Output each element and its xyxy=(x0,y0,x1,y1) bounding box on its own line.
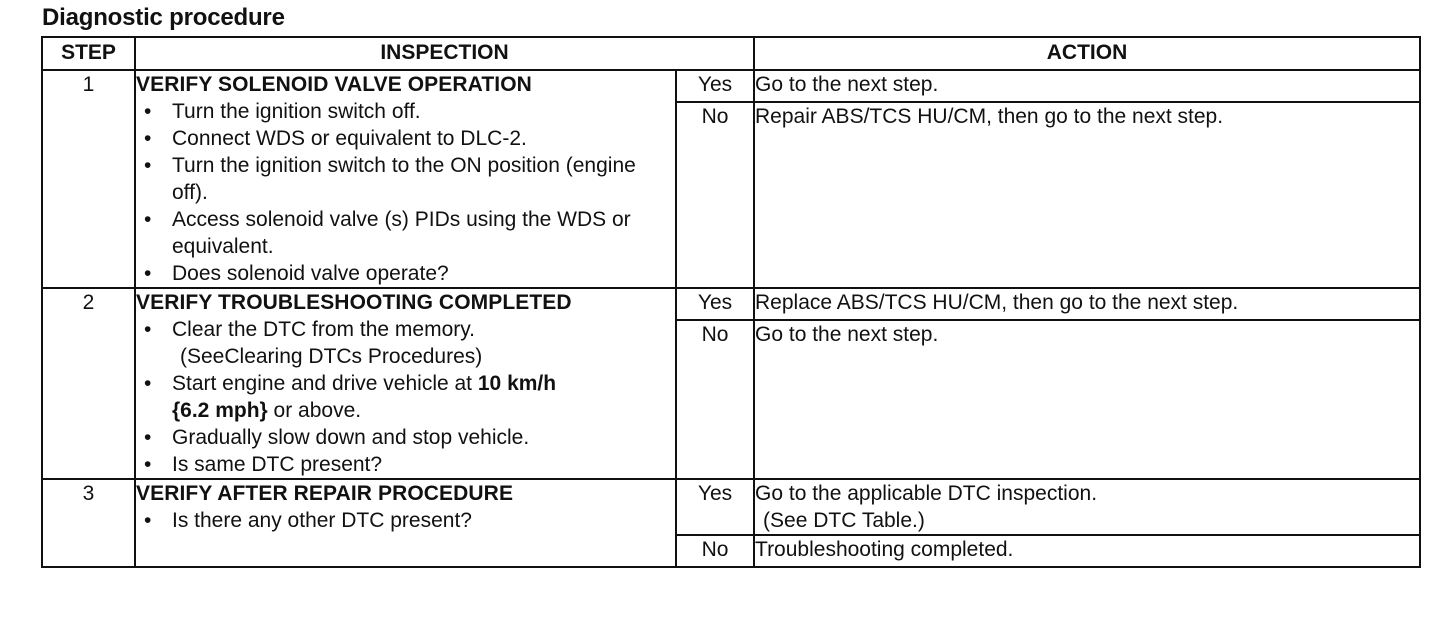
step-3-title: VERIFY AFTER REPAIR PROCEDURE xyxy=(136,482,514,505)
table-header-row xyxy=(42,37,1420,70)
step-1-yes-label: Yes xyxy=(676,70,754,102)
list-item: • Is there any other DTC present? xyxy=(136,507,675,534)
step-1-inspection xyxy=(135,70,676,288)
step-3-yes-action-text: Go to the applicable DTC inspection. xyxy=(755,482,1098,505)
bullet-text: Start engine and drive vehicle at xyxy=(172,372,473,395)
list-item: • Access solenoid valve (s) PIDs using the WDS or equivalent. xyxy=(136,206,675,260)
step-3-yes-action-note: (See DTC Table.) xyxy=(763,509,925,532)
step-3-bullets xyxy=(136,507,675,534)
step-3-yes-action xyxy=(754,479,1420,535)
list-item xyxy=(136,316,675,370)
bullet-note: (SeeClearing DTCs Procedures) xyxy=(180,345,483,368)
step-1-no-label: No xyxy=(676,102,754,288)
step-3-no-action: Troubleshooting completed. xyxy=(754,535,1420,567)
step-1-number: 1 xyxy=(42,70,135,288)
speed-value-mph: {6.2 mph} xyxy=(172,399,268,422)
list-item: • Turn the ignition switch to the ON position (engine off). xyxy=(136,152,675,206)
list-item: • Gradually slow down and stop vehicle. xyxy=(136,424,675,451)
list-item: • Turn the ignition switch off. xyxy=(136,98,675,125)
step-3-inspection xyxy=(135,479,676,567)
page-title: Diagnostic procedure xyxy=(42,4,285,31)
step-2-yes-row xyxy=(42,288,1420,320)
step-3-no-label: No xyxy=(676,535,754,567)
list-item: • Is same DTC present? xyxy=(136,451,675,478)
list-item xyxy=(136,370,675,424)
speed-value: 10 km/h xyxy=(477,372,557,395)
step-2-yes-label: Yes xyxy=(676,288,754,320)
step-1-no-action: Repair ABS/TCS HU/CM, then go to the next step. xyxy=(754,102,1420,288)
step-1-title: VERIFY SOLENOID VALVE OPERATION xyxy=(136,73,532,96)
header-step: STEP xyxy=(42,37,135,70)
bullet-text: Clear the DTC from the memory. xyxy=(172,318,476,341)
list-item: • Connect WDS or equivalent to DLC-2. xyxy=(136,125,675,152)
diagnostic-table xyxy=(41,36,1421,568)
step-2-number: 2 xyxy=(42,288,135,479)
header-action: ACTION xyxy=(754,37,1420,70)
step-2-yes-action: Replace ABS/TCS HU/CM, then go to the next step. xyxy=(754,288,1420,320)
step-1-yes-action: Go to the next step. xyxy=(754,70,1420,102)
step-1-bullets xyxy=(136,98,675,287)
list-item: • Does solenoid valve operate? xyxy=(136,260,675,287)
step-2-no-action: Go to the next step. xyxy=(754,320,1420,479)
bullet-text: or above. xyxy=(273,399,362,422)
step-3-number: 3 xyxy=(42,479,135,567)
step-3-yes-row xyxy=(42,479,1420,535)
step-2-inspection xyxy=(135,288,676,479)
step-3-yes-label: Yes xyxy=(676,479,754,535)
step-2-title: VERIFY TROUBLESHOOTING COMPLETED xyxy=(136,291,572,314)
step-2-no-label: No xyxy=(676,320,754,479)
header-inspection: INSPECTION xyxy=(135,37,754,70)
step-2-bullets xyxy=(136,316,675,478)
step-1-yes-row xyxy=(42,70,1420,102)
